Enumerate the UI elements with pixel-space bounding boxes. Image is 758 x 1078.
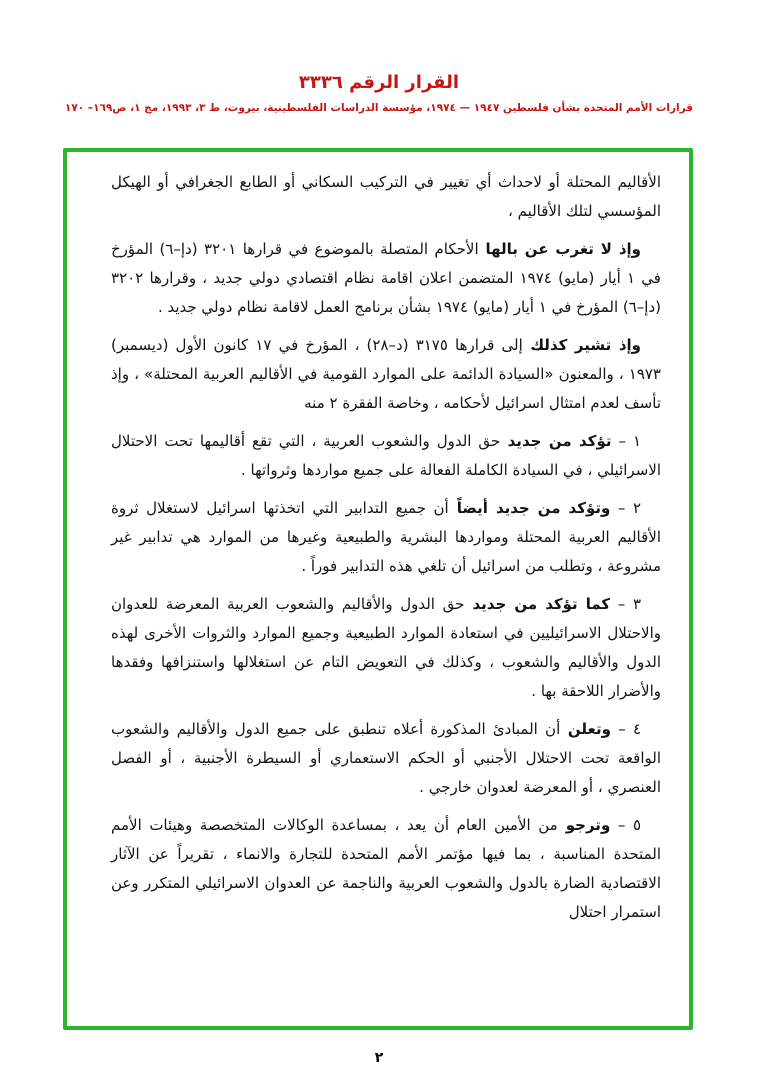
paragraph [111, 331, 661, 418]
page-number: ٢ [374, 1050, 384, 1066]
paragraph-text: ٥ – [610, 816, 641, 834]
paragraph-text: ٤ – [610, 720, 641, 738]
paragraph-text: إلى قرارها ٣١٧٥ (د–٢٨) ، المؤرخ في ١٧ كانون الأول (ديسمبر) ١٩٧٣ ، والمعنون «السيادة الدائمة على الموارد القومية في الأقاليم العربية المحتلة» ، وإذ تأسف لعدم امتثال اسرائيل لأحكامه ، وخاصة الفقرة ٢ منه [111, 336, 661, 412]
paragraph [111, 811, 661, 927]
paragraph [111, 235, 661, 322]
citation-line: قرارات الأمم المتحدة بشأن فلسطين ١٩٤٧ — ١٩٧٤، مؤسسة الدراسات الفلسطينية، بيروت، ط ٣، ١٩٩٣، مج ١، ص١٦٩– ١٧٠ [64, 102, 694, 114]
resolution-body [111, 168, 661, 927]
paragraph-text: ٣ – [610, 595, 641, 613]
paragraph-lead-bold: كما تؤكد من جديد [464, 595, 611, 613]
paragraph [111, 168, 661, 226]
paragraph [111, 494, 661, 581]
paragraph-lead-bold: وإذ لا تغرب عن بالها [478, 240, 641, 258]
paragraph-text: ١ – [611, 432, 641, 450]
resolution-title: القرار الرقم ٣٣٣٦ [298, 72, 460, 93]
paragraph-text: حق الدول والأقاليم والشعوب العربية المعرضة للعدوان والاحتلال الاسرائيليين في استعادة الموارد الطبيعية وجميع الموارد والثروات الأخرى لهذه الدول والأقاليم والشعوب ، وكذلك في التعويض التام عن استغلالها واستنزافها وفقدها والأضرار اللاحقة بها . [111, 595, 661, 700]
paragraph-text: أن جميع التدابير التي اتخذتها اسرائيل لاستغلال ثروة الأقاليم العربية المحتلة ومواردها البشرية والطبيعية وغيرها من الموارد هي تدابير غير مشروعة ، وتطلب من اسرائيل أن تلغي هذه التدابير فوراً . [111, 499, 661, 575]
paragraph-text: الأحكام المتصلة بالموضوع في قرارها ٣٢٠١ (دإ–٦) المؤرخ في ١ أيار (مايو) ١٩٧٤ المتضمن اعلان اقامة نظام اقتصادي دولي جديد ، وقرارها ٣٢٠٢ (دإ–٦) المؤرخ في ١ أيار (مايو) ١٩٧٤ بشأن برنامج العمل لاقامة نظام دولي جديد . [111, 240, 661, 316]
paragraph-lead-bold: وتؤكد من جديد أيضاً [448, 499, 611, 517]
text-border-box [63, 148, 693, 1030]
paragraph-text: من الأمين العام أن يعد ، بمساعدة الوكالات المتخصصة وهيئات الأمم المتحدة المناسبة ، بما فيها مؤتمر الأمم المتحدة للتجارة والانماء ، تقريراً عن الآثار الاقتصادية الضارة بالدول والشعوب العربية والناجمة عن العدوان الاسرائيلي المتكرر وعن استمرار احتلال [111, 816, 661, 921]
paragraph [111, 715, 661, 802]
paragraph [111, 590, 661, 706]
paragraph-text: أن المبادئ المذكورة أعلاه تنطبق على جميع الدول والأقاليم والشعوب الواقعة تحت الاحتلال الأجنبي أو الحكم الاستعماري أو السيطرة الأجنبية ، أو الفصل العنصري ، أو المعرضة لعدوان خارجي . [111, 720, 661, 796]
paragraph-text: ٢ – [610, 499, 642, 517]
paragraph-text: الأقاليم المحتلة أو لاحداث أي تغيير في التركيب السكاني أو الطابع الجغرافي أو الهيكل المؤسسي لتلك الأقاليم ، [111, 173, 661, 220]
paragraph-lead-bold: وإذ تشير كذلك [522, 336, 642, 354]
paragraph-lead-bold: تؤكد من جديد [500, 432, 612, 450]
paragraph-lead-bold: وتعلن [560, 720, 611, 738]
paragraph [111, 427, 661, 485]
paragraph-lead-bold: وترجو [557, 816, 611, 834]
document-header [0, 0, 758, 114]
paragraph-text: حق الدول والشعوب العربية ، التي تقع أقاليمها تحت الاحتلال الاسرائيلي ، في السيادة الكاملة الفعالة على جميع مواردها وثرواتها . [111, 432, 661, 479]
